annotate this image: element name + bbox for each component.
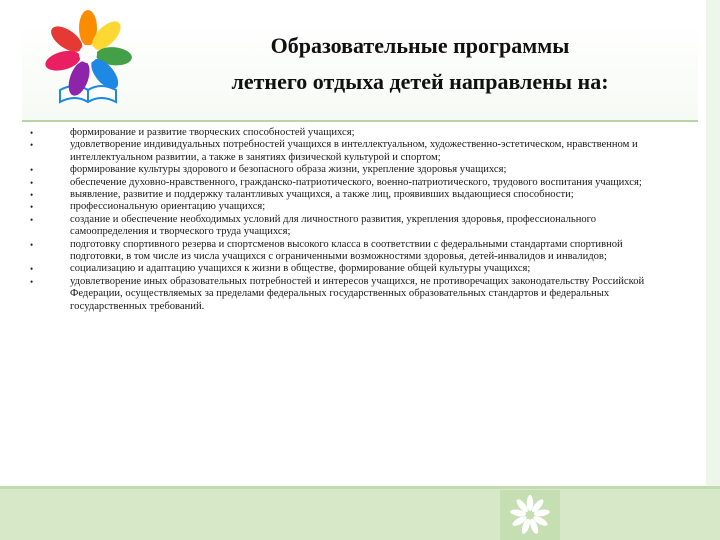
- list-item-text: создание и обеспечение необходимых условий для личностного развития, укрепления здоровья, профессионального самоопределения и творческого труда учащихся;: [70, 213, 597, 238]
- list-item: [30, 127, 675, 139]
- list-item-text: профессиональную ориентацию учащихся;: [70, 201, 266, 213]
- list-item-text: формирование и развитие творческих способностей учащихся;: [70, 127, 355, 138]
- list-item: [30, 177, 675, 189]
- list-item-text: социализацию и адаптацию учащихся к жизни в обществе, формирование общей культуры учащихся;: [70, 263, 531, 275]
- list-item-text: обеспечение духовно-нравственного, гражданско-патриотического, военно-патриотического, трудового воспитания учащихся;: [70, 176, 642, 188]
- colorful-hands-logo-icon: [30, 6, 146, 110]
- list-item-text: удовлетворение иных образовательных потребностей и интересов учащихся, не противоречащих законодательству Российской Федерации, осуществляемых за пределами федеральных государственных образовательных стандартов и федеральных государственных требований.: [70, 275, 645, 312]
- list-item-text: выявление, развитие и поддержку талантливых учащихся, а также лиц, проявивших выдающиеся способности;: [70, 189, 574, 201]
- list-item: [30, 189, 675, 201]
- list-item: [30, 164, 675, 176]
- bullet-icon: •: [30, 128, 34, 138]
- snowflake-flower-icon: [508, 493, 552, 537]
- footer-divider: [0, 486, 720, 489]
- list-item: [30, 276, 675, 313]
- bullet-icon: •: [30, 190, 34, 201]
- footer-band: [0, 486, 720, 540]
- list-item: [30, 201, 675, 213]
- title-line-1: Образовательные программы: [270, 33, 570, 58]
- page-title: [160, 28, 680, 100]
- list-item: [30, 139, 675, 164]
- bullet-icon: •: [30, 177, 34, 188]
- bullet-icon: •: [30, 165, 34, 176]
- list-item: [30, 263, 675, 275]
- goals-list: [30, 127, 675, 313]
- bullet-icon: •: [30, 140, 34, 151]
- bullet-icon: •: [30, 239, 34, 250]
- list-item-text: подготовку спортивного резерва и спортсменов высокого класса в соответствии с федеральными стандартами спортивной подготовки, в том числе из числа учащихся с ограниченными возможностями здоровья, детей-инвалидов и инвалидов;: [70, 238, 623, 263]
- bullet-icon: •: [30, 214, 34, 225]
- bullet-icon: •: [30, 202, 34, 213]
- list-item: [30, 239, 675, 264]
- list-item: [30, 214, 675, 239]
- bullet-icon: •: [30, 276, 34, 287]
- title-line-2: летнего отдыха детей направлены на:: [231, 69, 609, 94]
- footer-icon-box: [500, 490, 560, 540]
- right-accent-strip: [706, 0, 720, 540]
- bullet-icon: •: [30, 264, 34, 275]
- list-item-text: удовлетворение индивидуальных потребностей учащихся в интеллектуальном, художественно-эстетическом, нравственном и интеллектуальном развитии, а также в занятиях физической культурой и спортом;: [70, 139, 638, 163]
- list-item-text: формирование культуры здорового и безопасного образа жизни, укрепление здоровья учащихся;: [70, 164, 507, 176]
